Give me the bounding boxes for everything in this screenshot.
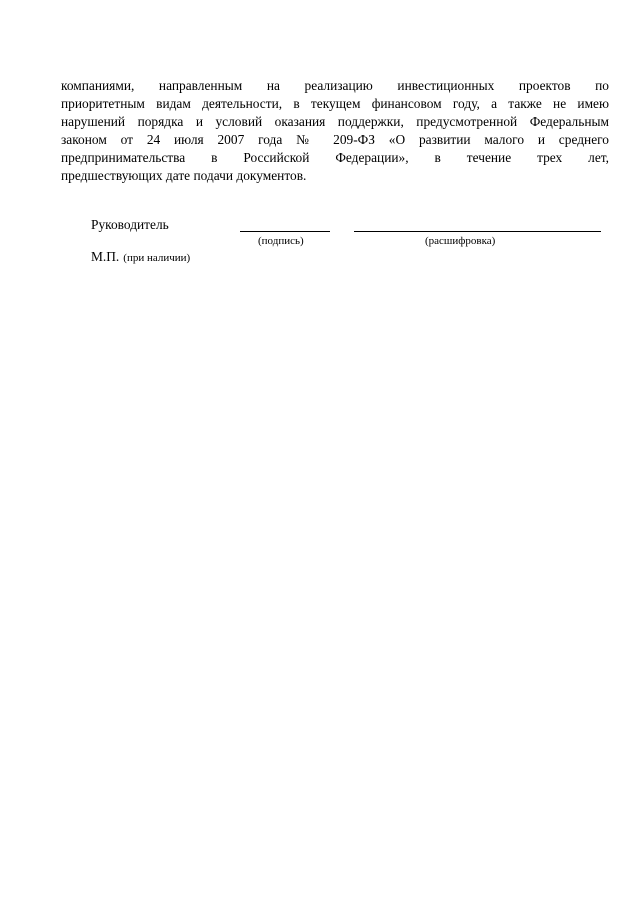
head-label: Руководитель: [91, 217, 169, 232]
signature-caption: (подпись): [258, 235, 304, 247]
stamp-placeholder: [91, 248, 190, 267]
signature-line: [240, 231, 330, 232]
name-decode-caption: (расшифровка): [425, 235, 496, 247]
paragraph-line: приоритетным видам деятельности, в текущем финансовом году, а также не имею: [61, 96, 609, 111]
paragraph-line: нарушений порядка и условий оказания поддержки, предусмотренной Федеральным: [61, 114, 609, 129]
stamp-note: (при наличии): [123, 252, 191, 264]
paragraph-line: предшествующих дате подачи документов.: [61, 168, 307, 183]
paragraph-line: предпринимательства в Российской Федерации», в течение трех лет,: [61, 150, 609, 165]
paragraph-line: законом от 24 июля 2007 года № 209-ФЗ «О развитии малого и среднего: [61, 132, 609, 147]
stamp-label: М.П.: [91, 249, 120, 264]
name-decode-line: [354, 231, 601, 232]
paragraph-line: компаниями, направленным на реализацию инвестиционных проектов по: [61, 78, 609, 93]
